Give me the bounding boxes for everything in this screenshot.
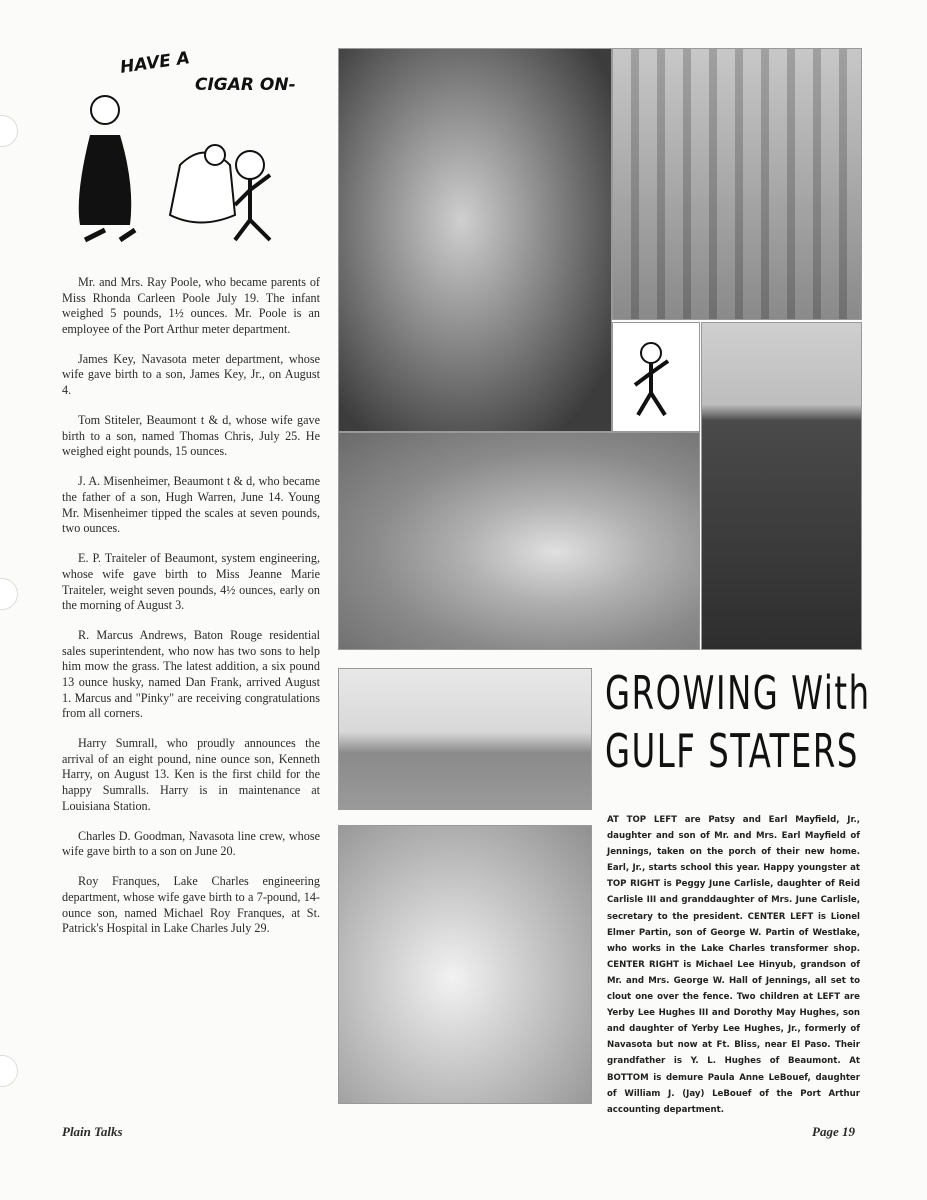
binder-hole bbox=[0, 578, 18, 610]
cigar-cartoon bbox=[60, 45, 330, 255]
cartoon-heading-line1: HAVE A bbox=[118, 48, 192, 78]
announcement: James Key, Navasota meter department, whose wife gave birth to a son, James Key, Jr., on August 4. bbox=[62, 351, 320, 398]
announcement: Charles D. Goodman, Navasota line crew, whose wife gave birth to a son on June 20. bbox=[62, 828, 320, 859]
photo-center-right bbox=[701, 322, 862, 650]
photo-top-left bbox=[338, 48, 612, 432]
birth-announcements-column bbox=[62, 275, 320, 951]
cartoon-illustration-icon bbox=[60, 45, 330, 255]
photo-center-left bbox=[338, 432, 700, 650]
reddy-kilowatt-drawing bbox=[612, 322, 700, 432]
announcement: Tom Stiteler, Beaumont t & d, whose wife gave birth to a son, named Thomas Chris, July 25. He weighed eight pounds, 15 ounces. bbox=[62, 413, 320, 459]
title-line1: GROWING With bbox=[605, 666, 871, 720]
announcement: E. P. Traiteler of Beaumont, system engineering, whose wife gave birth to Miss Jeanne Marie Traiteler, weight seven pounds, 4½ ounces, early on the morning of August 3. bbox=[62, 551, 320, 613]
announcement: Mr. and Mrs. Ray Poole, who became parents of Miss Rhonda Carleen Poole July 19. The infant weighed 5 pounds, 1½ ounces. Mr. Poole is an employee of the Port Arthur meter department. bbox=[62, 275, 320, 336]
announcement: Roy Franques, Lake Charles engineering department, whose wife gave birth to a 7-pound, 14-ounce son, named Michael Roy Franques, at St. Patrick's Hospital in Lake Charles July 29. bbox=[62, 874, 320, 936]
cartoon-heading-line2: CIGAR ON- bbox=[195, 75, 296, 95]
photo-left-two-children bbox=[338, 668, 592, 810]
binder-hole bbox=[0, 1055, 18, 1087]
photo-caption: AT TOP LEFT are Patsy and Earl Mayfield, Jr., daughter and son of Mr. and Mrs. Earl Mayfield of Jennings, taken on the porch of their new home. Earl, Jr., starts school this year. Happy youngster at TOP RIGHT is Peggy June Carlisle, daughter of Reid Carlisle III and granddaughter of Mrs. June Carlisle, secretary to the president. CENTER LEFT is Lionel Elmer Partin, son of George W. Partin of Westlake, who works in the Lake Charles transformer shop. CENTER RIGHT is Michael Lee Hinyub, grandson of Mr. and Mrs. George W. Hall of Jennings, all set to clout one over the fence. Two children at LEFT are Yerby Lee Hughes III and Dorothy May Hughes, son and daughter of Yerby Lee Hughes, Jr., formerly of Navasota but now at Ft. Bliss, near El Paso. Their grandfather is Y. L. Hughes of Beaumont. At BOTTOM is demure Paula Anne LeBouef, daughter of William J. (Jay) LeBouef of the Port Arthur accounting department. bbox=[607, 815, 860, 1115]
binder-hole bbox=[0, 115, 18, 147]
photo-bottom bbox=[338, 825, 592, 1104]
announcement: Harry Sumrall, who proudly announces the arrival of an eight pound, nine ounce son, Kenneth Harry, on August 13. Ken is the first child for the happy Sumralls. Harry is in maintenance at Louisiana Station. bbox=[62, 736, 320, 813]
announcement: J. A. Misenheimer, Beaumont t & d, who became the father of a son, Hugh Warren, June 14. Young Mr. Misenheimer tipped the scales at seven pounds, two ounces. bbox=[62, 474, 320, 536]
announcement: R. Marcus Andrews, Baton Rouge residential sales superintendent, who now has two sons to help him mow the grass. The latest addition, a six pound 13 ounce husky, named Dan Frank, arrived August 1. Marcus and "Pinky" are receiving congratulations from all corners. bbox=[62, 628, 320, 721]
article-title bbox=[605, 664, 871, 780]
photo-top-right bbox=[612, 48, 862, 320]
page-number: Page 19 bbox=[812, 1124, 855, 1139]
reddy-kilowatt-icon bbox=[613, 323, 699, 431]
title-line2: GULF STATERS bbox=[605, 724, 859, 778]
publication-name: Plain Talks bbox=[62, 1124, 123, 1139]
